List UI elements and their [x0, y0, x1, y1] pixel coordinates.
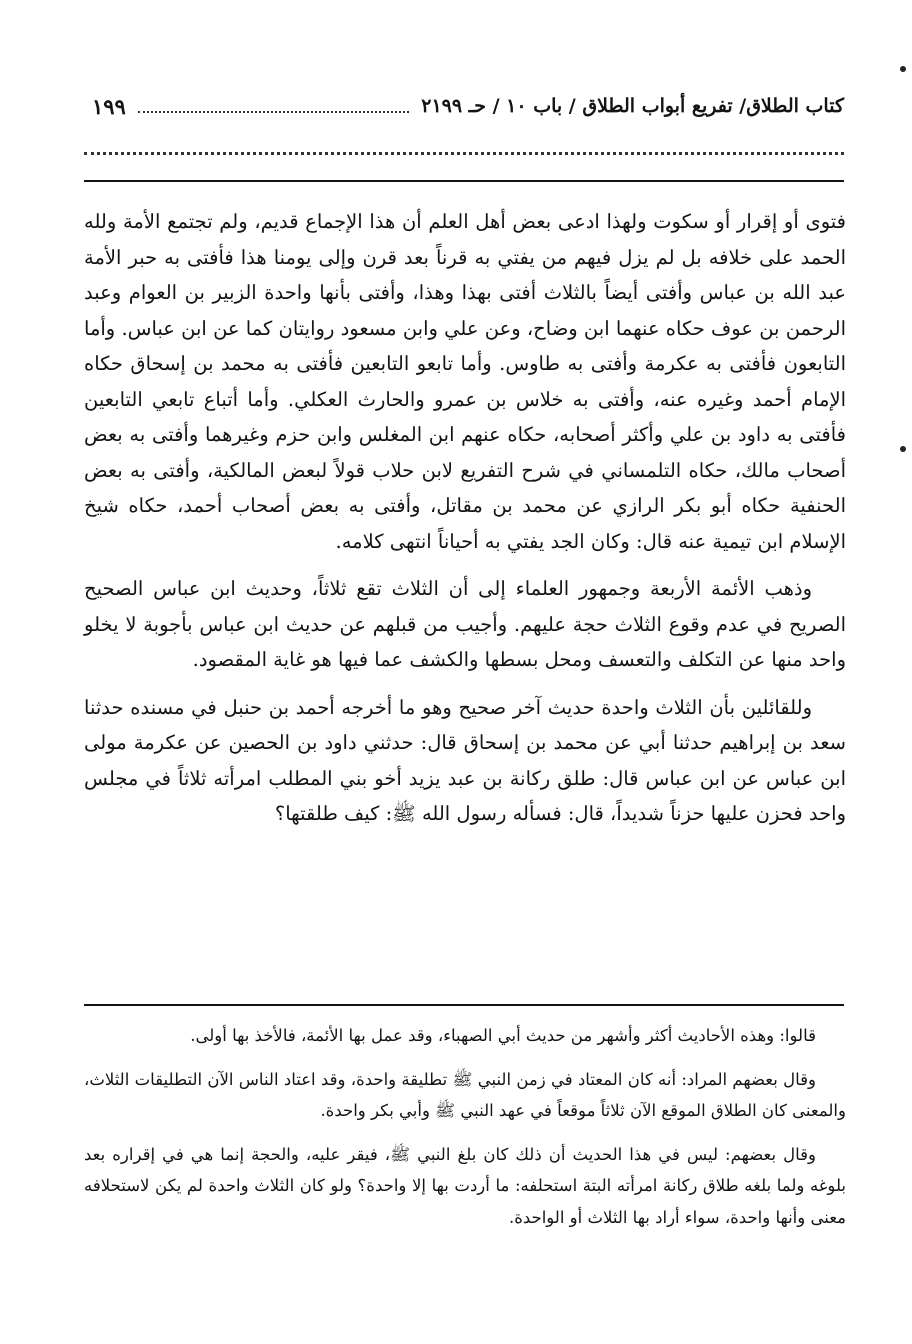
body-paragraph: وللقائلين بأن الثلاث واحدة حديث آخر صحيح وهو ما أخرجه أحمد بن حنبل في مسنده حدثنا سعد بن إبراهيم حدثنا أبي عن محمد بن إسحاق قال: حدثني داود بن الحصين عن عكرمة مولى ابن عباس عن ابن عباس قال: طلق ركانة بن عبد يزيد أخو بني المطلب امرأته ثلاثاً في مجلس واحد فحزن عليها حزناً شديداً، قال: فسأله رسول الله ﷺ: كيف طلقتها؟ [84, 695, 846, 825]
main-text [84, 204, 846, 844]
scan-speck [900, 446, 906, 452]
running-header [92, 86, 844, 126]
page-number: ١٩٩ [92, 93, 126, 119]
header-dot-leader [138, 99, 409, 113]
body-paragraph: فتوى أو إقرار أو سكوت ولهذا ادعى بعض أهل العلم أن هذا الإجماع قديم، ولم تجتمع الأمة ولله الحمد على خلافه بل لم يزل فيهم من يفتي به قرناً بعد قرن وإلى يومنا هذا فأفتى به حبر الأمة عبد الله بن عباس وأفتى أيضاً بالثلاث أفتى بهذا وهذا، وأفتى بأنها واحدة الزبير بن العوام وعبد الرحمن بن عوف حكاه عنهما ابن وضاح، وعن علي وابن مسعود روايتان كما عن ابن عباس. وأما التابعون فأفتى به عكرمة وأفتى به طاوس. وأما تابعو التابعين فأفتى به محمد بن إسحاق حكاه الإمام أحمد وغيره عنه، وأفتى به خلاس بن عمرو والحارث العكلي. وأما أتباع تابعي التابعين فأفتى به داود بن علي وأكثر أصحابه، حكاه عنهم ابن المغلس وابن حزم وغيرهما وأفتى به بعض أصحاب مالك، حكاه التلمساني في شرح التفريع لابن حلاب قولاً لبعض المالكية، وأفتى به بعض الحنفية حكاه أبو بكر الرازي عن محمد بن مقاتل، وأفتى به بعض أصحاب أحمد، حكاه شيخ الإسلام ابن تيمية عنه قال: وكان الجد يفتي به أحياناً انتهى كلامه. [84, 210, 846, 553]
scan-speck [900, 66, 906, 72]
footnote-rule [84, 1004, 844, 1006]
footnotes [84, 1020, 846, 1245]
header-title: كتاب الطلاق/ تفريع أبواب الطلاق / باب ١٠ / حـ ٢١٩٩ [421, 95, 844, 117]
body-paragraph: وذهب الأئمة الأربعة وجمهور العلماء إلى أن الثلاث تقع ثلاثاً، وحديث ابن عباس الصحيح الصريح في عدم وقوع الثلاث حجة عليهم. وأجيب من قبلهم عن حديث ابن عباس بأجوبة لا يخلو واحد منها عن التكلف والتعسف ومحل بسطها والكشف عما فيها هو غاية المقصود. [84, 577, 846, 671]
footnote-paragraph: وقال بعضهم المراد: أنه كان المعتاد في زمن النبي ﷺ تطليقة واحدة، وقد اعتاد الناس الآن التطليقات الثلاث، والمعنى كان الطلاق الموقع الآن ثلاثاً موقعاً في عهد النبي ﷺ وأبي بكر واحدة. [84, 1069, 846, 1120]
footnote-paragraph: وقال بعضهم: ليس في هذا الحديث أن ذلك كان بلغ النبي ﷺ، فيقر عليه، والحجة إنما هي في إقراره بعد بلوغه ولما بلغه طلاق ركانة امرأته البتة استحلفه: ما أردت بها إلا واحدة؟ ولو كان الثلاث واحدة لم يكن لاستحلافه معنى وأنها واحدة، سواء أراد بها الثلاث أو الواحدة. [84, 1144, 846, 1227]
dotted-divider [84, 152, 844, 155]
footnote-paragraph: قالوا: وهذه الأحاديث أكثر وأشهر من حديث أبي الصهباء، وقد عمل بها الأئمة، فالأخذ بها أولى. [190, 1026, 816, 1045]
header-rule [84, 180, 844, 182]
